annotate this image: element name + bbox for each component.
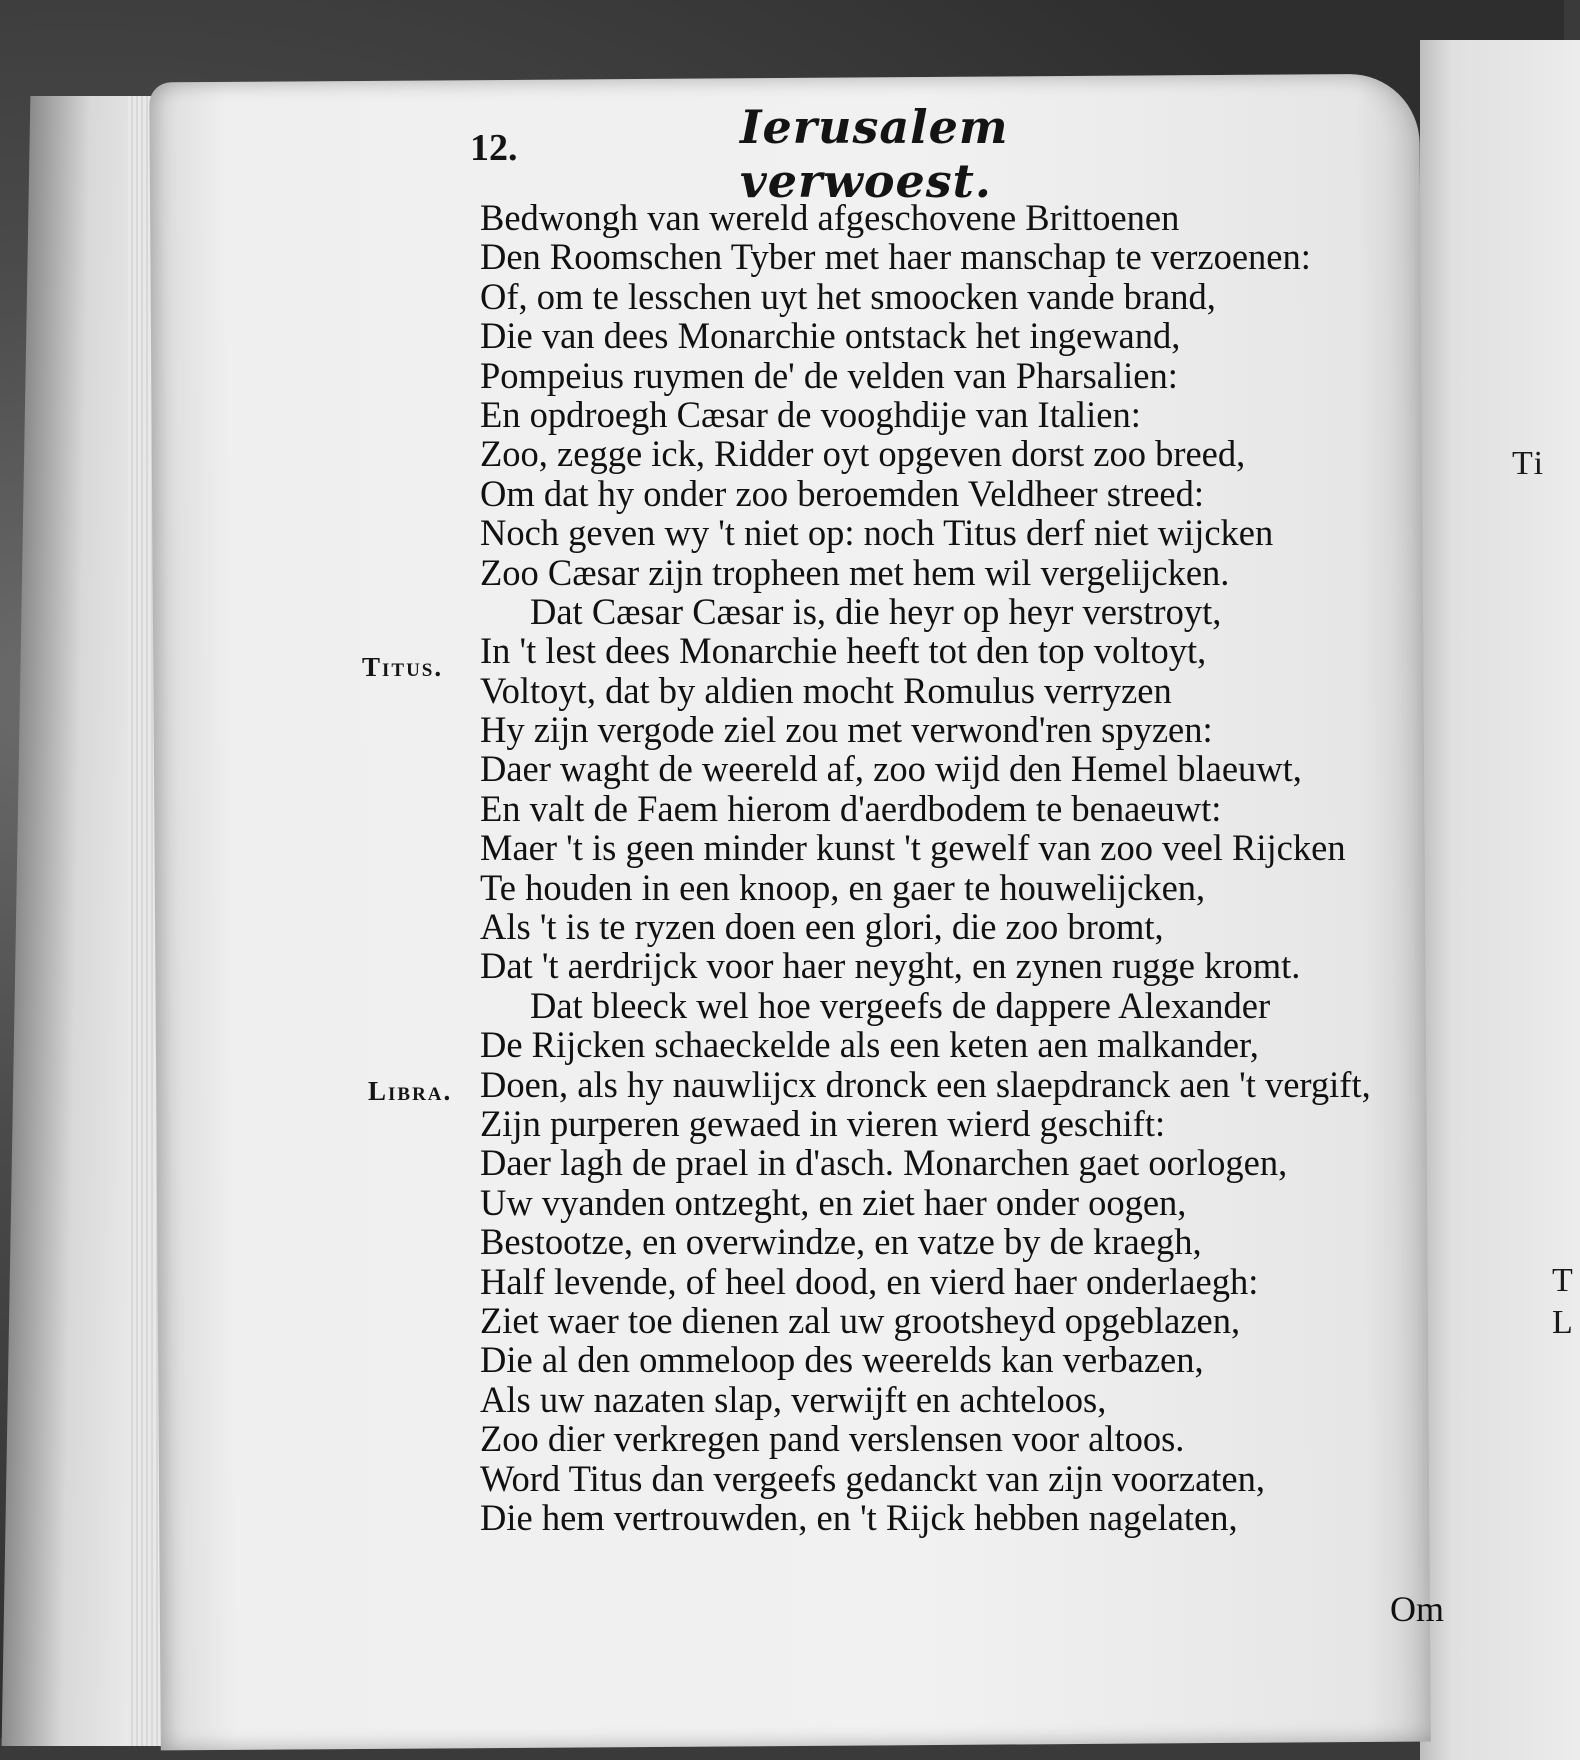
verse-line: Bedwongh van wereld afgeschovene Brittoenen [480, 197, 1180, 238]
verse-line: Daer lagh de prael in d'asch. Monarchen gaet oorlogen, [480, 1142, 1288, 1184]
verse-line: Hy zijn vergode ziel zou met verwond'ren spyzen: [480, 709, 1213, 751]
verse-line: Die hem vertrouwden, en 't Rijck hebben nagelaten, [480, 1496, 1238, 1538]
verse-line: Als 't is te ryzen doen een glori, die zoo bromt, [480, 906, 1164, 948]
verse-line: Die al den ommeloop des weerelds kan verbazen, [480, 1339, 1204, 1381]
verse-line: Dat bleeck wel hoe vergeefs de dappere Alexander [530, 984, 1271, 1026]
verse-line: Te houden in een knoop, en gaer te houwelijcken, [480, 866, 1206, 908]
verse-line: Word Titus dan vergeefs gedanckt van zijn voorzaten, [480, 1457, 1265, 1499]
verse-line: Half levende, of heel dood, en vierd haer onderlaegh: [480, 1260, 1259, 1302]
verse-line: En opdroegh Cæsar de vooghdije van Italien: [480, 393, 1141, 435]
verse-line: Zoo dier verkregen pand verslensen voor altoos. [480, 1418, 1185, 1460]
verse-text [480, 198, 1460, 1537]
speaker-titus: Titus. [362, 652, 444, 682]
verse-line: Daer waght de weereld af, zoo wijd den Hemel blaeuwt, [480, 748, 1302, 790]
facing-page-fragment: Ti [1512, 445, 1546, 482]
running-title: Ierusalem verwoest. [740, 100, 1009, 208]
running-head [470, 100, 1210, 208]
verse-line: En valt de Faem hierom d'aerdbodem te benaeuwt: [480, 787, 1222, 829]
verse-line: Of, om te lesschen uyt het smoocken vande brand, [480, 275, 1216, 317]
verse-line: Zoo, zegge ick, Ridder oyt opgeven dorst zoo breed, [480, 433, 1246, 475]
verse-line: Noch geven wy 't niet op: noch Titus derf niet wijcken [480, 512, 1274, 554]
verse-line: Om dat hy onder zoo beroemden Veldheer streed: [480, 472, 1205, 514]
verse-line: Den Roomschen Tyber met haer manschap te verzoenen: [480, 236, 1311, 278]
facing-page-fragment: T [1552, 1262, 1575, 1299]
verse-line: Doen, als hy nauwlijcx dronck een slaepdranck aen 't vergift, [480, 1063, 1371, 1105]
verse-line: Maer 't is geen minder kunst 't gewelf van zoo veel Rijcken [480, 827, 1346, 869]
page-number: 12. [470, 127, 518, 169]
catchword: Om [1390, 1589, 1444, 1629]
verse-line: Voltoyt, dat by aldien mocht Romulus verryzen [480, 669, 1172, 711]
verse-line: Zijn purperen gewaed in vieren wierd geschift: [480, 1102, 1166, 1144]
verse-line: Ziet waer toe dienen zal uw grootsheyd opgeblazen, [480, 1299, 1241, 1341]
verse-line: Zoo Cæsar zijn tropheen met hem wil vergelijcken. [480, 551, 1230, 593]
verse-line: De Rijcken schaeckelde als een keten aen malkander, [480, 1024, 1259, 1066]
verse-line: Uw vyanden ontzeght, en ziet haer onder oogen, [480, 1181, 1187, 1223]
facing-page-fragment: L [1552, 1304, 1575, 1341]
verse-line: Als uw nazaten slap, verwijft en achteloos, [480, 1378, 1107, 1420]
verse-line: Dat 't aerdrijck voor haer neyght, en zynen rugge kromt. [480, 945, 1301, 987]
verse-line: Pompeius ruymen de' de velden van Pharsalien: [480, 354, 1178, 396]
verse-line: Dat Cæsar Cæsar is, die heyr op heyr verstroyt, [530, 590, 1222, 632]
verse-line: Bestootze, en overwindze, en vatze by de kraegh, [480, 1221, 1202, 1263]
verse-line: In 't lest dees Monarchie heeft tot den top voltoyt, [480, 630, 1207, 672]
speaker-libra: Libra. [368, 1076, 453, 1106]
verse-line: Die van dees Monarchie ontstack het ingewand, [480, 315, 1181, 357]
